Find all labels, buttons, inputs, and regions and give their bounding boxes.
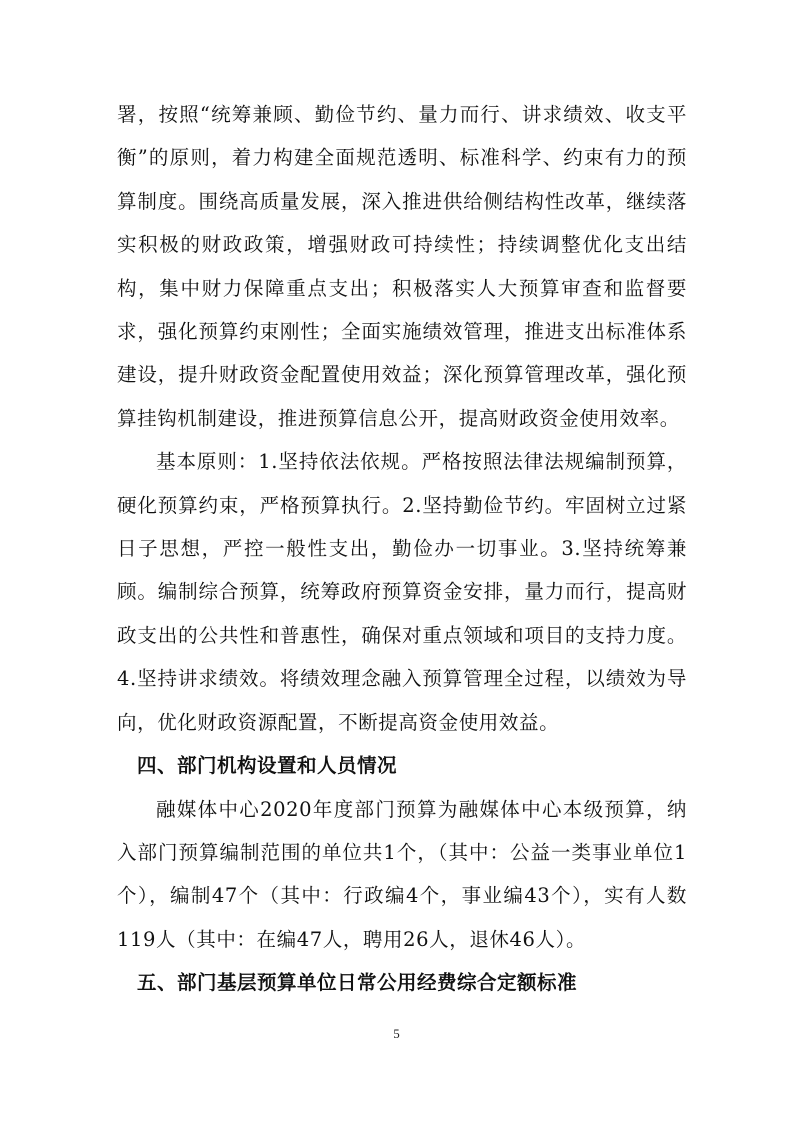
section-heading-4: 四、部门机构设置和人员情况 bbox=[137, 754, 398, 778]
page-number: 5 bbox=[393, 1026, 400, 1041]
document-body bbox=[117, 93, 687, 1005]
paragraph-basic-principles: 基本原则：1.坚持依法依规。严格按照法律法规编制预算，硬化预算约束，严格预算执行。2.坚持勤俭节约。牢固树立过紧日子思想，严控一般性支出，勤俭办一切事业。3.坚持统筹兼顾。编制综合预算，统筹政府预算资金安排，量力而行，提高财政支出的公共性和普惠性，确保对重点领域和项目的支持力度。4.坚持讲求绩效。将绩效理念融入预算管理全过程，以绩效为导向，优化财政资源配置，不断提高资金使用效益。 bbox=[117, 450, 687, 734]
paragraph-budget-reform: 署，按照“统筹兼顾、勤俭节约、量力而行、讲求绩效、收支平衡”的原则，着力构建全面规范透明、标准科学、约束有力的预算制度。围绕高质量发展，深入推进供给侧结构性改革，继续落实积极的财政政策，增强财政可持续性；持续调整优化支出结构，集中财力保障重点支出；积极落实人大预算审查和监督要求，强化预算约束刚性；全面实施绩效管理，推进支出标准体系建设，提升财政资金配置使用效益；深化预算管理改革，强化预算挂钩机制建设，推进预算信息公开，提高财政资金使用效率。 bbox=[117, 103, 687, 430]
paragraph-staffing: 融媒体中心2020年度部门预算为融媒体中心本级预算，纳入部门预算编制范围的单位共1个，（其中：公益一类事业单位1个），编制47个（其中：行政编4个，事业编43个），实有人数119人（其中：在编47人，聘用26人，退休46人）。 bbox=[117, 797, 687, 951]
section-heading-5: 五、部门基层预算单位日常公用经费综合定额标准 bbox=[137, 971, 578, 995]
